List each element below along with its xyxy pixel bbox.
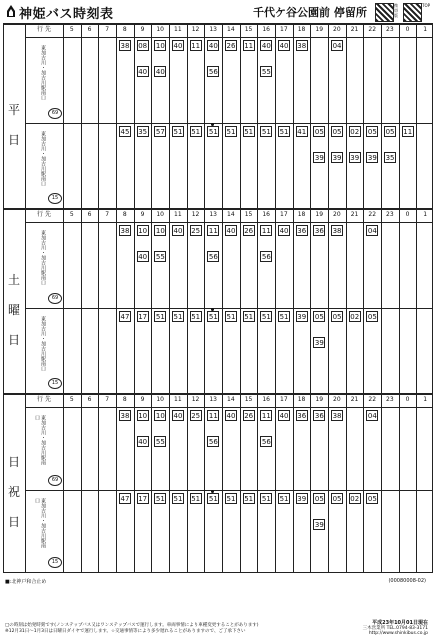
- hour-header: 20: [333, 396, 341, 403]
- departure-minute: 11: [208, 412, 218, 420]
- hour-col-line: [310, 23, 311, 208]
- hour-col-line: [416, 208, 417, 393]
- hour-header: 22: [368, 396, 377, 403]
- departure-minute: 40: [208, 42, 218, 50]
- departure-minute: 51: [244, 127, 254, 136]
- hour-col-line: [381, 23, 382, 208]
- departure-minute: 08: [138, 42, 148, 50]
- route-number: 15: [48, 378, 62, 389]
- hour-col-line: [240, 23, 241, 208]
- day-col-line: [25, 23, 26, 208]
- hour-header: 19: [315, 26, 324, 33]
- hour-col-line: [310, 393, 311, 572]
- effective-date: 平成23年10月01日現在: [372, 620, 428, 626]
- departure-minute: 05: [367, 494, 377, 503]
- departure-minute: 40: [279, 42, 289, 50]
- destination-header: 行 先: [37, 396, 51, 403]
- departure-minute: 39: [297, 494, 307, 503]
- hour-col-line: [257, 393, 258, 572]
- hour-header: 23: [386, 26, 394, 33]
- route-divider: [25, 308, 433, 309]
- departure-minute: 02: [350, 494, 360, 503]
- route-number: 15: [48, 193, 62, 204]
- hour-col-line: [399, 23, 400, 208]
- departure-minute: 11: [403, 127, 413, 136]
- hour-header: 19: [315, 211, 324, 218]
- departure-minute: 40: [173, 42, 183, 50]
- departure-minute: 51: [173, 312, 183, 321]
- departure-minute: 04: [367, 412, 377, 420]
- departure-minute: 11: [261, 227, 271, 235]
- hour-col-line: [363, 393, 364, 572]
- departure-minute: 38: [120, 227, 130, 235]
- route-divider: [25, 123, 433, 124]
- departure-minute: 51: [279, 127, 289, 136]
- day-label: 祝: [7, 484, 20, 499]
- hour-col-line: [346, 23, 347, 208]
- hour-header: 6: [87, 396, 92, 403]
- note-line-1: □の時刻は始発時刻です(ノンステップバス又はワンステップバスで運行します。車両事情により車種変更することがあります): [5, 623, 259, 628]
- dest-col-line: [63, 23, 64, 208]
- hour-header: 5: [69, 396, 74, 403]
- notes: [5, 623, 259, 635]
- hour-header: 21: [350, 396, 359, 403]
- hour-header: 7: [105, 211, 110, 218]
- hour-col-line: [204, 23, 205, 208]
- dest-col-line: [63, 208, 64, 393]
- departure-minute: 51: [279, 312, 289, 321]
- day-col-line: [25, 208, 26, 393]
- header: [0, 0, 436, 22]
- hour-header: 1: [423, 396, 428, 403]
- departure-minute: 45: [120, 127, 130, 136]
- day-col-line: [25, 393, 26, 572]
- hour-col-line: [98, 23, 99, 208]
- departure-minute: 56: [208, 253, 218, 261]
- departure-minute: 10: [138, 412, 148, 420]
- departure-minute: 36: [297, 227, 307, 235]
- hour-header: 9: [140, 26, 145, 33]
- hour-col-line: [346, 393, 347, 572]
- departure-minute: 25: [191, 412, 201, 420]
- header-row-line: [25, 37, 433, 38]
- departure-minute: 36: [314, 227, 324, 235]
- departure-minute: 26: [226, 42, 236, 50]
- departure-minute: 17: [138, 494, 148, 503]
- hour-header: 14: [227, 211, 235, 218]
- departure-minute: 04: [367, 227, 377, 235]
- departure-minute: 57: [155, 127, 165, 136]
- hour-header: 19: [315, 396, 324, 403]
- hour-header: 14: [227, 396, 235, 403]
- departure-minute: 38: [120, 42, 130, 50]
- departure-minute: 11: [191, 42, 201, 50]
- departure-minute: 36: [314, 412, 324, 420]
- hour-col-line: [363, 23, 364, 208]
- hour-header: 14: [227, 26, 235, 33]
- contact-url[interactable]: http://www.shinkibus.co.jp: [368, 631, 428, 636]
- departure-minute: 39: [332, 153, 342, 162]
- dest-col-line: [63, 393, 64, 572]
- day-label: 土: [7, 272, 20, 287]
- departure-minute: 11: [244, 42, 254, 50]
- header-row-line: [25, 222, 433, 223]
- hour-header: 9: [140, 211, 145, 218]
- hour-header: 0: [405, 396, 410, 403]
- departure-minute: 51: [191, 127, 201, 136]
- hour-header: 15: [244, 396, 253, 403]
- departure-minute: 40: [138, 68, 148, 76]
- day-label: 平: [7, 102, 20, 117]
- document-code: (00080008-02): [388, 578, 426, 584]
- hour-header: 6: [87, 26, 92, 33]
- hour-header: 6: [87, 211, 92, 218]
- hour-col-line: [151, 23, 152, 208]
- hour-header: 17: [280, 211, 288, 218]
- footnote: ■:北神戸和合止め: [5, 579, 47, 585]
- hour-col-line: [116, 208, 117, 393]
- route-destination: 東加古川・加古川駅南口: [40, 230, 46, 285]
- hour-header: 10: [156, 26, 164, 33]
- route-destination: 東加古川・加古川駅南口: [34, 415, 46, 465]
- departure-minute: 51: [208, 127, 218, 136]
- departure-minute: 04: [332, 42, 342, 50]
- departure-minute: 05: [314, 494, 324, 503]
- hour-col-line: [116, 23, 117, 208]
- departure-minute: 35: [385, 153, 395, 162]
- hour-header: 12: [191, 26, 200, 33]
- hour-col-line: [240, 208, 241, 393]
- bus-company-logo-icon: [5, 4, 17, 18]
- hour-col-line: [275, 208, 276, 393]
- note-line-2: ※12月31日〜1月3日は日曜日ダイヤで運行します。☆交通事情等により多少遅れることがありますので、ご了承下さい: [5, 629, 246, 634]
- departure-minute: 55: [155, 438, 165, 446]
- departure-minute: 11: [261, 412, 271, 420]
- hour-col-line: [275, 393, 276, 572]
- departure-minute: 39: [367, 153, 377, 162]
- hour-col-line: [222, 393, 223, 572]
- hour-header: 16: [262, 26, 270, 33]
- hour-col-line: [222, 208, 223, 393]
- destination-header: 行 先: [37, 26, 51, 33]
- hour-header: 9: [140, 396, 145, 403]
- hour-col-line: [363, 208, 364, 393]
- departure-minute: 38: [120, 412, 130, 420]
- header-row-line: [25, 407, 433, 408]
- departure-minute: 40: [173, 227, 183, 235]
- route-number: 69: [48, 108, 62, 119]
- hour-header: 22: [368, 26, 377, 33]
- departure-minute: 05: [367, 127, 377, 136]
- departure-minute: 39: [314, 520, 324, 529]
- route-destination: 東加古川・加古川駅南口: [40, 315, 46, 371]
- route-number: 69: [48, 475, 62, 486]
- hour-header: 5: [69, 211, 74, 218]
- departure-minute: 56: [261, 253, 271, 261]
- departure-minute: 38: [297, 42, 307, 50]
- hour-col-line: [151, 393, 152, 572]
- hour-col-line: [134, 208, 135, 393]
- departure-minute: 51: [244, 494, 254, 503]
- hour-header: 13: [209, 26, 217, 33]
- departure-minute: 05: [332, 312, 342, 321]
- qr-label-mobile: 携帯版: [394, 3, 398, 18]
- hour-header: 1: [423, 26, 428, 33]
- hour-col-line: [399, 208, 400, 393]
- hour-col-line: [187, 23, 188, 208]
- departure-minute: 17: [138, 312, 148, 321]
- hour-header: 15: [244, 211, 253, 218]
- day-label: 日: [7, 132, 20, 147]
- hour-header: 17: [280, 396, 288, 403]
- hour-header: 18: [297, 396, 306, 403]
- departure-minute: 10: [155, 42, 165, 50]
- hour-header: 10: [156, 211, 164, 218]
- departure-minute: 39: [297, 312, 307, 321]
- departure-minute: 40: [138, 253, 148, 261]
- departure-minute: 05: [367, 312, 377, 321]
- hour-header: 23: [386, 396, 394, 403]
- hour-header: 0: [405, 26, 410, 33]
- hour-col-line: [204, 393, 205, 572]
- departure-minute: 51: [155, 494, 165, 503]
- hour-header: 1: [423, 211, 428, 218]
- hour-header: 18: [297, 211, 306, 218]
- departure-minute: 51: [226, 494, 236, 503]
- hour-col-line: [116, 393, 117, 572]
- departure-minute: 05: [314, 127, 324, 136]
- hour-header: 13: [209, 396, 217, 403]
- hour-header: 12: [191, 396, 200, 403]
- hour-col-line: [293, 208, 294, 393]
- departure-minute: 26: [244, 412, 254, 420]
- hour-header: 18: [297, 26, 306, 33]
- hour-col-line: [169, 393, 170, 572]
- hour-header: 7: [105, 396, 110, 403]
- hour-col-line: [151, 208, 152, 393]
- hour-col-line: [293, 23, 294, 208]
- departure-minute: 40: [226, 412, 236, 420]
- departure-minute: 47: [120, 312, 130, 321]
- departure-minute: 05: [385, 127, 395, 136]
- hour-col-line: [381, 393, 382, 572]
- departure-minute: 56: [261, 438, 271, 446]
- hour-col-line: [275, 23, 276, 208]
- departure-minute: 26: [244, 227, 254, 235]
- departure-minute: 51: [261, 127, 271, 136]
- hour-header: 5: [69, 26, 74, 33]
- departure-minute: 51: [261, 312, 271, 321]
- route-number: 15: [48, 557, 62, 568]
- departure-minute: 38: [332, 412, 342, 420]
- hour-header: 22: [368, 211, 377, 218]
- hour-col-line: [187, 393, 188, 572]
- hour-header: 11: [174, 396, 182, 403]
- hour-col-line: [257, 208, 258, 393]
- departure-minute: 40: [155, 68, 165, 76]
- hour-col-line: [328, 208, 329, 393]
- departure-minute: 40: [226, 227, 236, 235]
- hour-header: 11: [174, 26, 182, 33]
- hour-header: 8: [122, 211, 127, 218]
- departure-minute: 10: [155, 227, 165, 235]
- departure-minute: 51: [155, 312, 165, 321]
- hour-header: 0: [405, 211, 410, 218]
- hour-col-line: [204, 208, 205, 393]
- mobile-qr-code-icon[interactable]: [375, 3, 394, 22]
- departure-minute: 51: [279, 494, 289, 503]
- day-label: 日: [7, 332, 20, 347]
- route-destination: 東加古川・加古川駅南口: [40, 45, 46, 100]
- departure-minute: 51: [226, 127, 236, 136]
- departure-minute: 39: [314, 338, 324, 347]
- hour-col-line: [134, 23, 135, 208]
- hour-col-line: [399, 393, 400, 572]
- hour-header: 15: [244, 26, 253, 33]
- departure-minute: 25: [191, 227, 201, 235]
- departure-minute: 39: [314, 153, 324, 162]
- hour-header: 20: [333, 26, 341, 33]
- day-label: 日: [7, 514, 20, 529]
- hour-header: 8: [122, 26, 127, 33]
- hour-col-line: [416, 393, 417, 572]
- stop-name: 千代ケ谷公園前 停留所: [253, 6, 367, 19]
- contact-info: [363, 626, 428, 636]
- contact-office: 三木営業所 TEL.0794-83-3171: [362, 626, 428, 631]
- hour-col-line: [81, 208, 82, 393]
- frame-bottom: [3, 572, 433, 573]
- departure-minute: 35: [138, 127, 148, 136]
- hour-col-line: [310, 208, 311, 393]
- departure-minute: 40: [279, 412, 289, 420]
- qr-label-top: TOP: [422, 3, 431, 8]
- page-title: 神姫バス時刻表: [19, 7, 114, 22]
- hour-col-line: [134, 393, 135, 572]
- departure-minute: 05: [332, 494, 342, 503]
- hour-header: 7: [105, 26, 110, 33]
- route-destination: 東加古川・加古川駅南口: [40, 130, 46, 186]
- departure-minute: 51: [244, 312, 254, 321]
- hour-header: 23: [386, 211, 394, 218]
- departure-minute: 47: [120, 494, 130, 503]
- hour-header: 21: [350, 26, 359, 33]
- hour-header: 8: [122, 396, 127, 403]
- departure-minute: 51: [173, 127, 183, 136]
- departure-minute: 51: [208, 494, 218, 503]
- hour-col-line: [416, 23, 417, 208]
- hour-header: 16: [262, 211, 270, 218]
- departure-minute: 51: [208, 312, 218, 321]
- hour-header: 12: [191, 211, 200, 218]
- hour-col-line: [81, 23, 82, 208]
- departure-minute: 39: [350, 153, 360, 162]
- departure-minute: 51: [261, 494, 271, 503]
- hour-col-line: [328, 23, 329, 208]
- departure-minute: 51: [173, 494, 183, 503]
- departure-minute: 36: [297, 412, 307, 420]
- hour-col-line: [257, 23, 258, 208]
- departure-minute: 02: [350, 127, 360, 136]
- hour-header: 20: [333, 211, 341, 218]
- hour-header: 10: [156, 396, 164, 403]
- departure-minute: 51: [191, 312, 201, 321]
- departure-minute: 41: [297, 127, 307, 136]
- hour-col-line: [328, 393, 329, 572]
- hour-col-line: [240, 393, 241, 572]
- hour-col-line: [346, 208, 347, 393]
- destination-header: 行 先: [37, 211, 51, 218]
- departure-minute: 10: [155, 412, 165, 420]
- hour-col-line: [293, 393, 294, 572]
- departure-minute: 55: [155, 253, 165, 261]
- hour-col-line: [169, 23, 170, 208]
- day-label: 曜: [7, 302, 20, 317]
- departure-minute: 40: [138, 438, 148, 446]
- departure-minute: 56: [208, 68, 218, 76]
- hour-header: 11: [174, 211, 182, 218]
- top-qr-code-icon[interactable]: [403, 3, 422, 22]
- departure-minute: 05: [314, 312, 324, 321]
- departure-minute: 11: [208, 227, 218, 235]
- hour-col-line: [98, 208, 99, 393]
- hour-col-line: [98, 393, 99, 572]
- departure-minute: 02: [350, 312, 360, 321]
- hour-header: 16: [262, 396, 270, 403]
- hour-header: 17: [280, 26, 288, 33]
- departure-minute: 40: [279, 227, 289, 235]
- hour-header: 21: [350, 211, 359, 218]
- departure-minute: 51: [226, 312, 236, 321]
- departure-minute: 56: [208, 438, 218, 446]
- day-label: 日: [7, 454, 20, 469]
- hour-col-line: [81, 393, 82, 572]
- hour-col-line: [169, 208, 170, 393]
- departure-minute: 55: [261, 68, 271, 76]
- hour-col-line: [381, 208, 382, 393]
- hour-col-line: [222, 23, 223, 208]
- departure-minute: 10: [138, 227, 148, 235]
- route-destination: 東加古川・加古川駅南口: [34, 497, 46, 548]
- route-divider: [25, 490, 433, 491]
- departure-minute: 40: [173, 412, 183, 420]
- hour-header: 13: [209, 211, 217, 218]
- departure-minute: 51: [191, 494, 201, 503]
- route-number: 69: [48, 293, 62, 304]
- hour-col-line: [187, 208, 188, 393]
- departure-minute: 05: [332, 127, 342, 136]
- departure-minute: 38: [332, 227, 342, 235]
- departure-minute: 40: [261, 42, 271, 50]
